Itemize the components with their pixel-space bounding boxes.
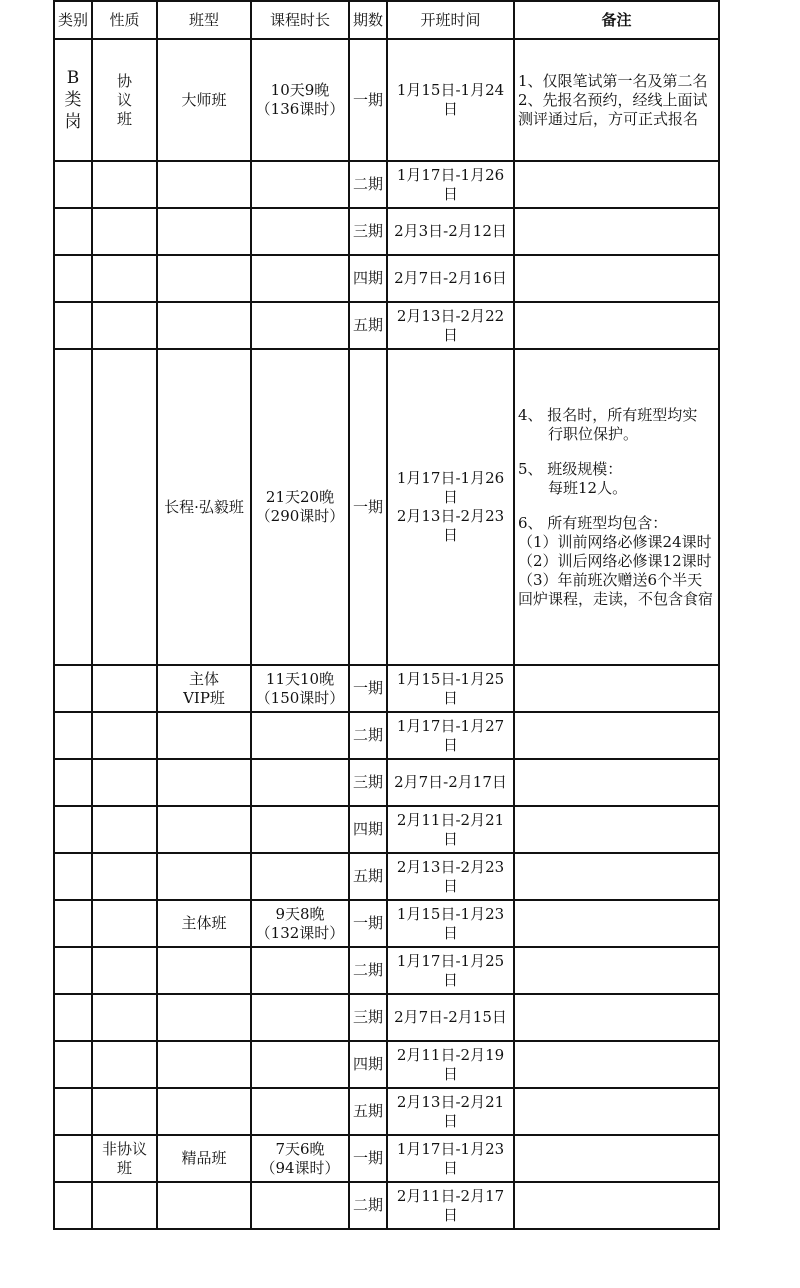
period-cell: 一期 bbox=[349, 665, 387, 712]
note-4: 4、 报名时，所有班型均实 bbox=[518, 405, 698, 424]
table-row bbox=[54, 1041, 719, 1088]
class-type-cell bbox=[157, 665, 251, 712]
table-row bbox=[54, 1182, 719, 1229]
table-row bbox=[54, 208, 719, 255]
dates-cell: 1月17日-1月26日 bbox=[387, 161, 514, 208]
period-cell: 五期 bbox=[349, 302, 387, 349]
class-type-line-2: VIP班 bbox=[183, 688, 225, 707]
header-nature: 性质 bbox=[92, 1, 157, 39]
dates-cell: 2月13日-2月21日 bbox=[387, 1088, 514, 1135]
note-2: 2、先报名预约，经线上面试测评通过后，方可正式报名 bbox=[518, 90, 708, 128]
dates-cell bbox=[387, 349, 514, 665]
header-row bbox=[54, 1, 719, 39]
class-type-cell: 长程·弘毅班 bbox=[157, 349, 251, 665]
table-row bbox=[54, 900, 719, 947]
dates-cell: 1月17日-1月25日 bbox=[387, 947, 514, 994]
category-cell bbox=[54, 39, 92, 161]
duration-cell bbox=[251, 39, 349, 161]
period-cell: 一期 bbox=[349, 900, 387, 947]
nature-label: 协议班 bbox=[116, 71, 132, 128]
table-row bbox=[54, 39, 719, 161]
note-4-cont: 行职位保护。 bbox=[548, 424, 639, 443]
table-row bbox=[54, 759, 719, 806]
period-cell: 四期 bbox=[349, 1041, 387, 1088]
header-start-time: 开班时间 bbox=[387, 1, 514, 39]
period-cell: 二期 bbox=[349, 947, 387, 994]
dates-cell: 1月17日-1月23日 bbox=[387, 1135, 514, 1182]
period-cell: 五期 bbox=[349, 853, 387, 900]
period-cell: 一期 bbox=[349, 1135, 387, 1182]
dates-cell: 2月11日-2月21日 bbox=[387, 806, 514, 853]
duration-hours: （94课时） bbox=[260, 1158, 340, 1177]
period-cell: 一期 bbox=[349, 39, 387, 161]
header-category: 类别 bbox=[54, 1, 92, 39]
dates-cell: 2月13日-2月23日 bbox=[387, 853, 514, 900]
remarks-cell bbox=[514, 349, 719, 665]
class-type-cell: 大师班 bbox=[157, 39, 251, 161]
nature-label: 非协议班 bbox=[101, 1139, 147, 1177]
duration-days: 7天6晚 bbox=[275, 1139, 325, 1158]
duration-cell bbox=[251, 900, 349, 947]
table-row bbox=[54, 994, 719, 1041]
class-type-line-1: 主体 bbox=[188, 669, 219, 688]
header-period: 期数 bbox=[349, 1, 387, 39]
period-cell: 五期 bbox=[349, 1088, 387, 1135]
dates-cell: 2月7日-2月17日 bbox=[387, 759, 514, 806]
note-5: 5、 班级规模： bbox=[518, 459, 623, 478]
duration-days: 9天8晚 bbox=[275, 904, 325, 923]
dates-cell: 2月7日-2月16日 bbox=[387, 255, 514, 302]
dates-cell: 1月15日-1月23日 bbox=[387, 900, 514, 947]
table-row bbox=[54, 349, 719, 665]
note-6-2: （2）训后网络必修课12课时 bbox=[518, 551, 712, 570]
table-row bbox=[54, 1088, 719, 1135]
class-type-cell: 精品班 bbox=[157, 1135, 251, 1182]
dates-cell: 1月15日-1月25日 bbox=[387, 665, 514, 712]
duration-hours: （290课时） bbox=[255, 507, 345, 525]
period-cell: 四期 bbox=[349, 255, 387, 302]
table-row bbox=[54, 161, 719, 208]
dates-cell: 1月15日-1月24日 bbox=[387, 39, 514, 161]
schedule-table bbox=[53, 0, 720, 1230]
note-1: 1、仅限笔试第一名及第二名 bbox=[518, 71, 708, 90]
remarks-cell bbox=[514, 39, 719, 161]
period-cell: 一期 bbox=[349, 349, 387, 665]
period-cell: 二期 bbox=[349, 161, 387, 208]
table-row bbox=[54, 712, 719, 759]
header-remarks: 备注 bbox=[514, 1, 719, 39]
dates-cell: 2月7日-2月15日 bbox=[387, 994, 514, 1041]
nature-cell bbox=[92, 1135, 157, 1182]
duration-hours: （150课时） bbox=[255, 688, 345, 707]
table-row bbox=[54, 947, 719, 994]
duration-hours: （136课时） bbox=[255, 100, 345, 118]
dates-line-2: 2月13日-2月23日 bbox=[396, 507, 505, 544]
duration-cell bbox=[251, 1135, 349, 1182]
dates-line-1: 1月17日-1月26日 bbox=[396, 469, 505, 506]
table-row bbox=[54, 302, 719, 349]
period-cell: 四期 bbox=[349, 806, 387, 853]
duration-hours: （132课时） bbox=[255, 923, 345, 942]
dates-cell: 1月17日-1月27日 bbox=[387, 712, 514, 759]
table-row bbox=[54, 806, 719, 853]
header-class-type: 班型 bbox=[157, 1, 251, 39]
period-cell: 二期 bbox=[349, 1182, 387, 1229]
table-row bbox=[54, 255, 719, 302]
note-6-1: （1）训前网络必修课24课时 bbox=[518, 532, 712, 551]
category-label: B类岗 bbox=[64, 68, 82, 132]
duration-days: 10天9晚 bbox=[270, 81, 330, 99]
class-type-cell: 主体班 bbox=[157, 900, 251, 947]
duration-cell bbox=[251, 349, 349, 665]
dates-cell: 2月3日-2月12日 bbox=[387, 208, 514, 255]
period-cell: 三期 bbox=[349, 994, 387, 1041]
dates-cell: 2月11日-2月19日 bbox=[387, 1041, 514, 1088]
period-cell: 三期 bbox=[349, 759, 387, 806]
duration-cell bbox=[251, 665, 349, 712]
note-6: 6、 所有班型均包含： bbox=[518, 513, 668, 532]
nature-cell bbox=[92, 39, 157, 161]
dates-cell: 2月13日-2月22日 bbox=[387, 302, 514, 349]
table-row bbox=[54, 665, 719, 712]
duration-days: 11天10晚 bbox=[265, 669, 335, 688]
table-row bbox=[54, 1135, 719, 1182]
note-6-3: （3）年前班次赠送6个半天回炉课程，走读，不包含食宿 bbox=[518, 570, 714, 608]
period-cell: 三期 bbox=[349, 208, 387, 255]
dates-cell: 2月11日-2月17日 bbox=[387, 1182, 514, 1229]
header-duration: 课程时长 bbox=[251, 1, 349, 39]
table-row bbox=[54, 853, 719, 900]
note-5-cont: 每班12人。 bbox=[548, 478, 628, 497]
duration-days: 21天20晚 bbox=[265, 488, 335, 506]
period-cell: 二期 bbox=[349, 712, 387, 759]
